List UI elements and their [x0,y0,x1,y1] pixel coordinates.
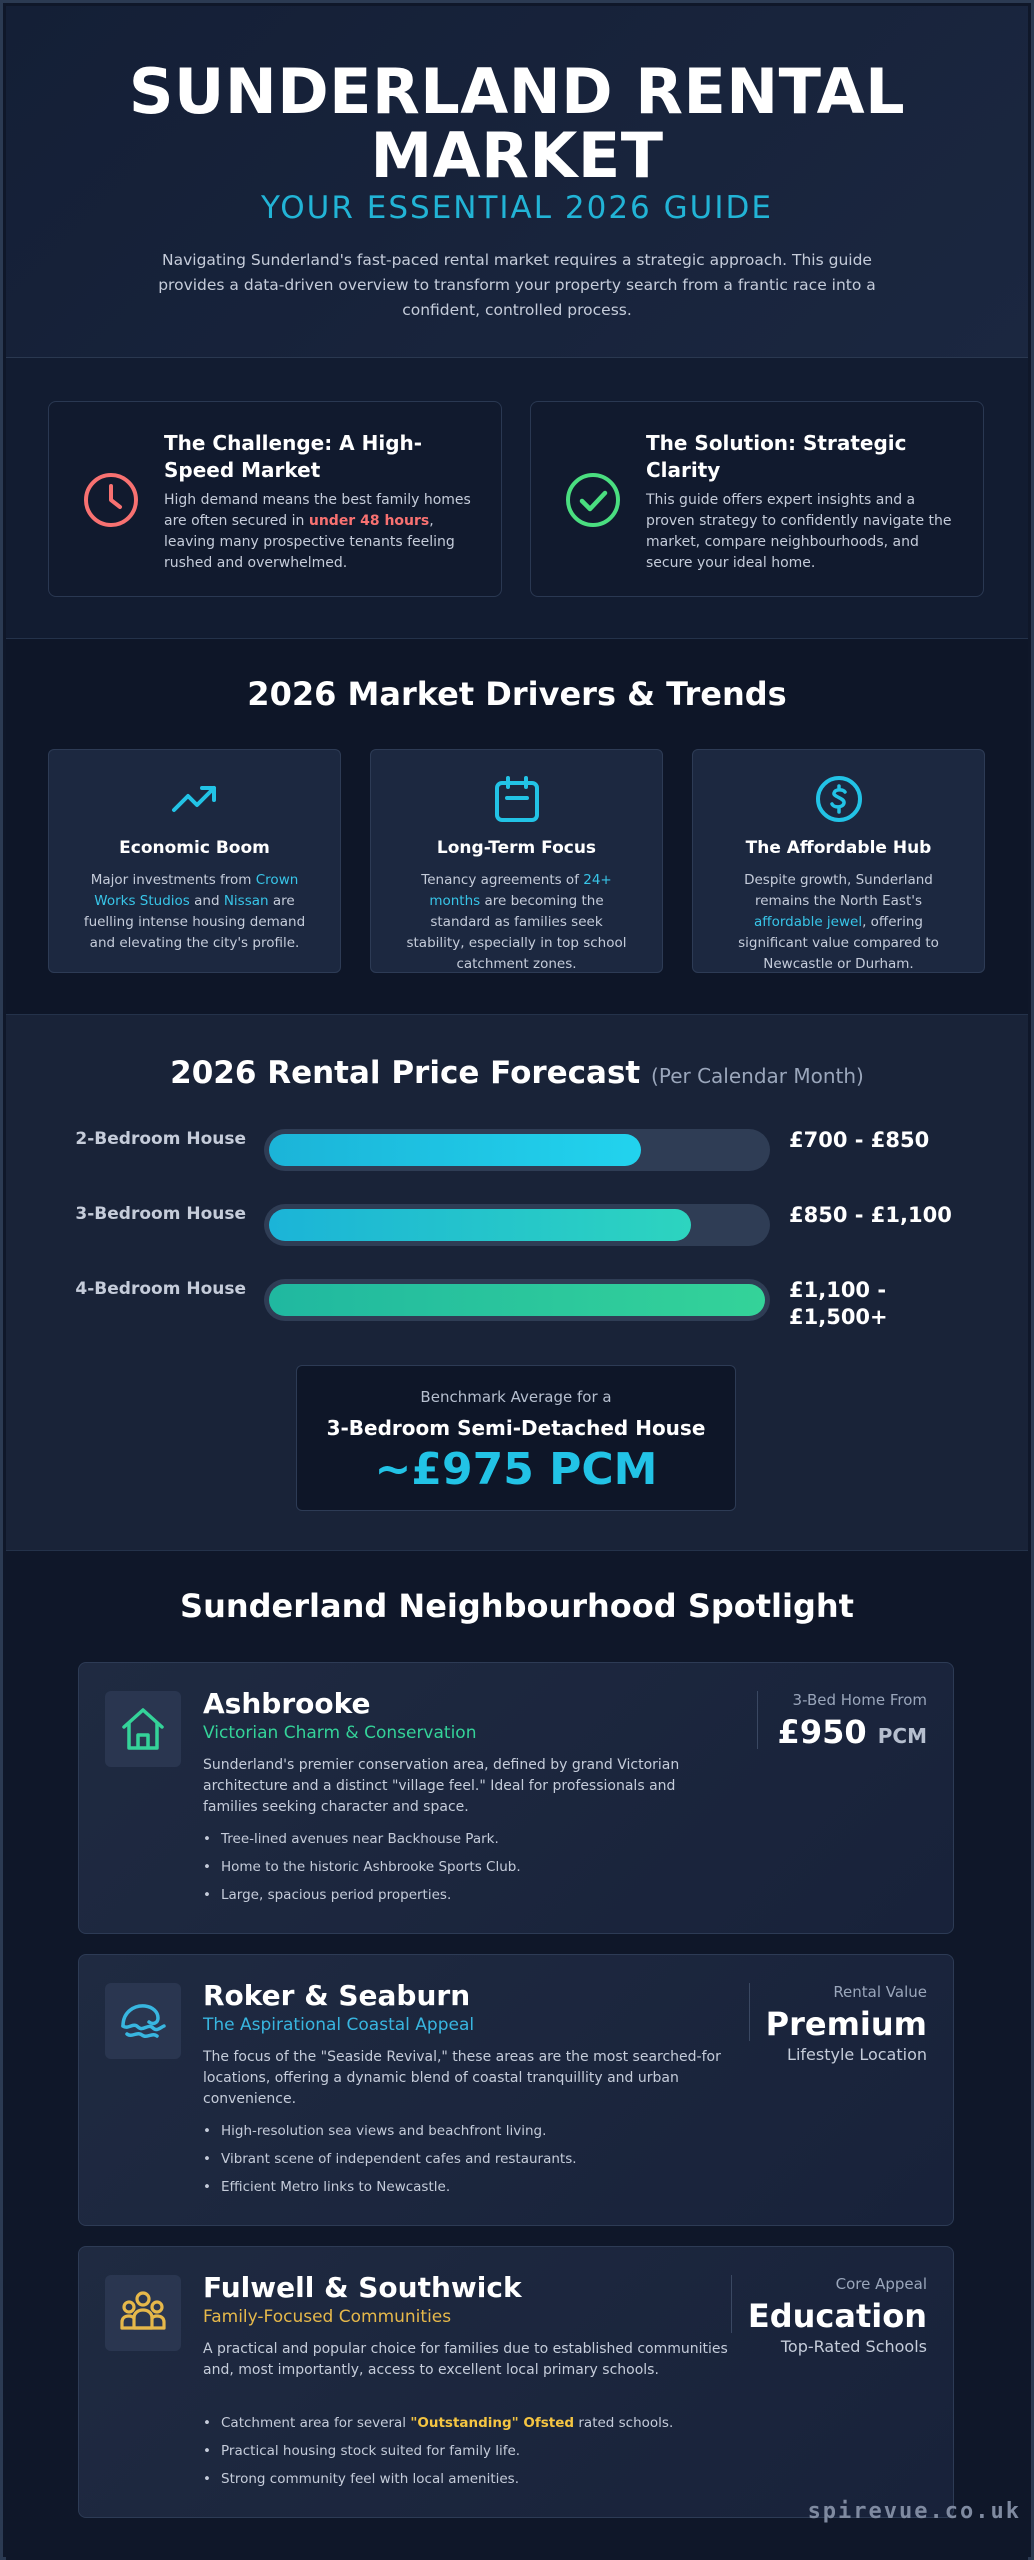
driver-text-part: , offering significant value compared to Newcastle or Durham. [738,914,939,972]
challenge-text-start: High demand means the best family homes are often secured in [164,492,471,529]
list-item: • Strong community feel with local amenities. [203,2465,743,2493]
highlight-caption: Rental Value [833,1983,927,2001]
bar-track [264,1129,770,1171]
list-item: • Tree-lined avenues near Backhouse Park. [203,1825,743,1853]
driver-text [723,870,954,975]
list-item: • Practical housing stock suited for family life. [203,2437,743,2465]
highlight-caption: Core Appeal [835,2275,927,2293]
solution-title: The Solution: Strategic Clarity [646,431,907,482]
highlight-caption: 3-Bed Home From [792,1691,927,1709]
area-highlight-panel [727,1691,927,1751]
challenge-text [164,490,477,574]
bar-track [264,1204,770,1246]
highlight-footnote: Lifestyle Location [787,2045,927,2064]
area-card-roker-seaburn [78,1954,954,2226]
bar-label: 4-Bedroom House [75,1279,246,1299]
area-highlight-panel [727,1983,927,2064]
area-tagline: Family-Focused Communities [203,2307,452,2327]
driver-card-long-term-focus [370,749,663,973]
dollar-circle-icon [693,774,984,824]
challenge-text-end: , leaving many prospective tenants feeling rushed and overwhelmed. [164,513,455,571]
check-circle-icon [563,470,623,530]
area-tagline: Victorian Charm & Conservation [203,1723,477,1743]
trending-up-icon [49,774,340,824]
driver-text-part: Despite growth, Sunderland remains the North East's [744,872,933,909]
challenge-solution-section [6,358,1028,639]
forecast-unit: (Per Calendar Month) [651,1064,864,1088]
hero-description: Navigating Sunderland's fast-paced rental market requires a strategic approach. This guide provides a data-driven overview to transform your property search from a frantic race into a confident, controlled process. [158,251,876,319]
area-tagline: The Aspirational Coastal Appeal [203,2015,475,2035]
benchmark-value: ~£975 PCM [374,1444,658,1495]
bar-label: 2-Bedroom House [75,1129,246,1149]
challenge-title: The Challenge: A High-Speed Market [164,431,423,482]
driver-text-part: are fuelling intense housing demand and elevating the city's profile. [83,893,306,951]
bar-track [264,1279,770,1321]
area-name: Ashbrooke [203,1687,371,1720]
clock-icon [81,470,141,530]
spotlight-title: Sunderland Neighbourhood Spotlight [180,1587,854,1625]
driver-text-part: and [189,893,224,909]
challenge-card [48,401,502,597]
bar-price: £1,100 - £1,500+ [789,1278,888,1329]
forecast-title-text: 2026 Rental Price Forecast [170,1055,641,1091]
forecast-row-4-bed [6,1277,1028,1329]
benchmark-type: 3-Bedroom Semi-Detached House [326,1416,706,1440]
bullet-text: Catchment area for several [221,2415,411,2431]
list-item: • High-resolution sea views and beachfront living. [203,2117,743,2145]
market-drivers-section [6,639,1028,1015]
list-item: • Large, spacious period properties. [203,1881,743,1909]
area-name: Fulwell & Southwick [203,2271,522,2304]
bullet-highlight: "Outstanding" Ofsted [410,2415,575,2431]
bar-price: £700 - £850 [789,1128,930,1152]
page-subtitle: YOUR ESSENTIAL 2026 GUIDE [261,190,773,226]
driver-title: Long-Term Focus [436,838,597,858]
driver-text-part: are becoming the standard as families seek stability, especially in top school catchment zones. [406,893,627,972]
list-item: • Efficient Metro links to Newcastle. [203,2173,743,2201]
page-title [6,55,1028,192]
wave-icon [105,1983,181,2059]
forecast-row-2-bed [6,1127,1028,1179]
bar-fill [269,1284,765,1316]
area-name: Roker & Seaburn [203,1979,471,2012]
list-item: • Vibrant scene of independent cafes and restaurants. [203,2145,743,2173]
brand-watermark: spirevue.co.uk [807,2499,1021,2524]
page-title-text: SUNDERLAND RENTAL MARKET [128,55,906,192]
challenge-highlight: under 48 hours [308,513,430,529]
benchmark-caption: Benchmark Average for a [420,1388,612,1406]
driver-highlight: Crown Works Studios [94,872,299,909]
bar-price: £850 - £1,100 [789,1203,952,1227]
driver-text-part: Major investments from [90,872,256,888]
area-description: The focus of the "Seaside Revival," these areas are the most searched-for locations, offering a dynamic blend of coastal tranquillity and urban convenience. [203,2049,721,2107]
area-card-ashbrooke [78,1662,954,1934]
family-icon [105,2275,181,2351]
area-bullet-list [203,2117,743,2201]
area-description: Sunderland's premier conservation area, defined by grand Victorian architecture and a distinct "village feel." Ideal for professionals and families seeking character and space. [203,1757,680,1815]
forecast-title [6,1055,1028,1091]
drivers-title: 2026 Market Drivers & Trends [247,675,787,713]
highlight-value-text: £950 [777,1713,867,1751]
solution-card [530,401,984,597]
driver-card-affordable-hub [692,749,985,973]
area-bullet-list [203,2409,743,2493]
hero-section [6,6,1028,358]
house-icon [105,1691,181,1767]
driver-title: The Affordable Hub [745,838,932,858]
driver-text [79,870,310,954]
highlight-value: Premium [765,2005,927,2043]
highlight-footnote: Top-Rated Schools [780,2337,927,2356]
solution-text: This guide offers expert insights and a proven strategy to confidently navigate the market, compare neighbourhoods, and secure your ideal home. [646,492,952,571]
highlight-value: Education [747,2297,927,2335]
list-item [203,2409,743,2437]
bar-fill [269,1134,641,1166]
highlight-unit: PCM [877,1724,927,1748]
area-bullet-list [203,1825,743,1909]
driver-highlight: 24+ months [429,872,612,909]
area-card-fulwell-southwick [78,2246,954,2518]
area-description: A practical and popular choice for families due to established communities and, most importantly, access to excellent local primary schools. [203,2341,728,2378]
rental-forecast-section [6,1015,1028,1551]
driver-text-part: Tenancy agreements of [421,872,584,888]
bar-label: 3-Bedroom House [75,1204,246,1224]
driver-card-economic-boom [48,749,341,973]
forecast-row-3-bed [6,1202,1028,1254]
driver-highlight: Nissan [223,893,269,909]
bullet-text: rated schools. [574,2415,674,2431]
benchmark-box [296,1365,736,1511]
calendar-icon [371,774,662,824]
neighbourhood-spotlight-section [6,1551,1028,2560]
area-highlight-panel [727,2275,927,2356]
driver-highlight: affordable jewel [754,914,863,930]
bar-fill [269,1209,691,1241]
driver-title: Economic Boom [119,838,270,858]
driver-text [401,870,632,975]
highlight-value [727,1713,927,1751]
list-item: • Home to the historic Ashbrooke Sports Club. [203,1853,743,1881]
